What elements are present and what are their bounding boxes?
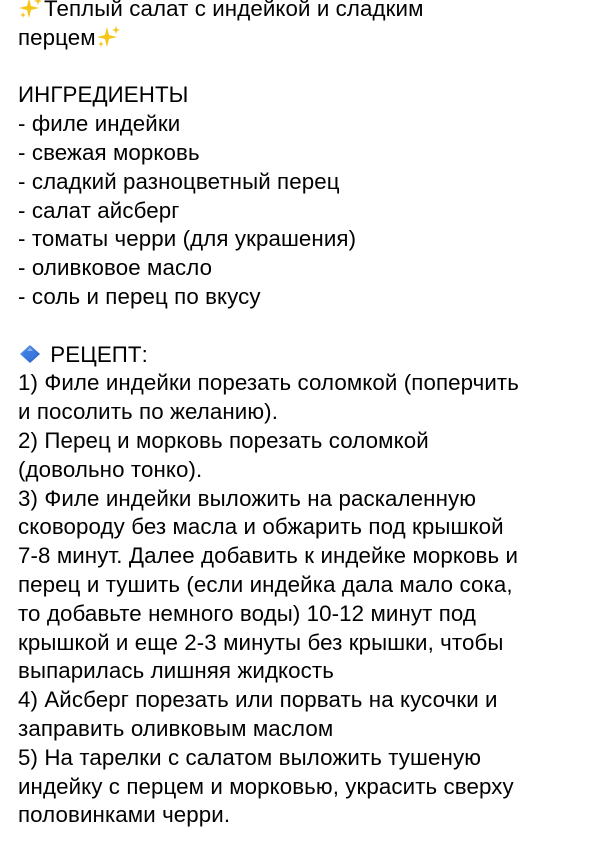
ingredient-item: - филе индейки <box>18 111 181 137</box>
recipe-line: 5) На тарелки с салатом выложить тушеную <box>18 744 482 770</box>
sparkles-icon <box>18 0 44 20</box>
recipe-line: 2) Перец и морковь порезать соломкой <box>18 427 429 453</box>
ingredient-item: - томаты черри (для украшения) <box>18 226 357 252</box>
title-line-1 <box>18 0 596 24</box>
recipe-line: выпарилась лишняя жидкость <box>18 658 334 684</box>
recipe-line: заправить оливковым маслом <box>18 715 334 741</box>
recipe-line: индейку с перцем и морковью, украсить сверху <box>18 773 514 799</box>
ingredient-item: - соль и перец по вкусу <box>18 283 261 309</box>
title-text-2: перцем <box>18 24 96 50</box>
blue-diamond-icon <box>18 343 44 365</box>
sparkles-icon <box>96 25 122 49</box>
ingredient-item: - оливковое масло <box>18 255 213 281</box>
recipe-line: перец и тушить (если индейка дала мало сока, <box>18 571 513 597</box>
recipe-line: сковороду без масла и обжарить под крышкой <box>18 514 504 540</box>
recipe-line: то добавьте немного воды) 10-12 минут под <box>18 600 477 626</box>
recipe-line: 1) Филе индейки порезать соломкой (поперчить <box>18 370 519 396</box>
ingredients-heading: ИНГРЕДИЕНТЫ <box>18 82 189 108</box>
recipe-line: половинками черри. <box>18 802 231 828</box>
spacer <box>18 312 596 341</box>
recipe-line: 3) Филе индейки выложить на раскаленную <box>18 485 477 511</box>
recipe-heading-line <box>18 341 596 370</box>
recipe-line: 4) Айсберг порезать или порвать на кусочки и <box>18 687 498 713</box>
ingredient-item: - салат айсберг <box>18 197 180 223</box>
recipe-line: крышкой и еще 2-3 минуты без крышки, чтобы <box>18 629 504 655</box>
title-line-2 <box>18 24 596 53</box>
recipe-line: 7-8 минут. Далее добавить к индейке морковь и <box>18 543 519 569</box>
ingredient-item: - свежая морковь <box>18 139 200 165</box>
recipe-post <box>18 0 596 830</box>
spacer <box>18 53 596 82</box>
recipe-line: и посолить по желанию). <box>18 399 278 425</box>
ingredient-item: - сладкий разноцветный перец <box>18 168 340 194</box>
recipe-heading: РЕЦЕПТ: <box>50 341 148 367</box>
recipe-line: (довольно тонко). <box>18 456 203 482</box>
title-text-1: Теплый салат с индейкой и сладким <box>44 0 424 21</box>
